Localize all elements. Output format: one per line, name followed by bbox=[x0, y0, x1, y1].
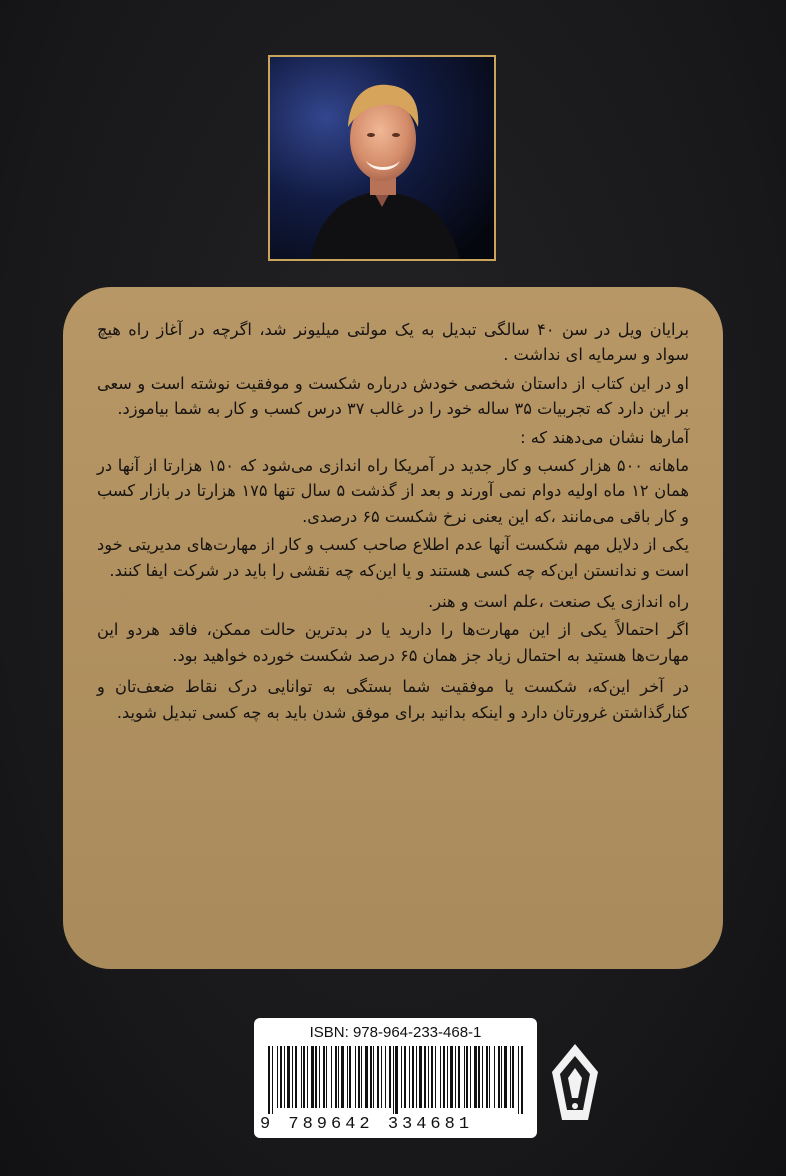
paragraph-science-art: راه اندازی یک صنعت ،علم است و هنر. bbox=[428, 592, 689, 612]
barcode-bars bbox=[268, 1046, 524, 1114]
barcode-digits: 9 789642 334681 bbox=[260, 1115, 474, 1134]
description-panel bbox=[63, 287, 723, 969]
publisher-logo-icon bbox=[548, 1042, 602, 1122]
barcode-label bbox=[254, 1018, 537, 1138]
paragraph-conclusion: در آخر این‌که، شکست یا موفقیت شما بستگی به توانایی درک نقاط ضعف‌تان و کنارگذاشتن غرورتان دارد و اینکه بدانید برای موفق شدن باید به چه کسی تبدیل شوید. bbox=[97, 677, 689, 722]
isbn-text: ISBN: 978-964-233-468-1 bbox=[309, 1024, 482, 1041]
paragraph-book: او در این کتاب از داستان شخصی خودش درباره شکست و موفقیت نوشته است و سعی بر این دارد که تجربیات ۳۵ ساله خود را در غالب ۳۷ درس کسب و کار به شما بیاموزد. bbox=[97, 373, 689, 419]
author-photo bbox=[268, 55, 496, 261]
paragraph-intro: برایان ویل در سن ۴۰ سالگی تبدیل به یک مولتی میلیونر شد، اگرچه در آغاز راه هیچ سواد و سرمایه ای نداشت . bbox=[97, 320, 689, 365]
paragraph-stats-intro: آمارها نشان می‌دهند که : bbox=[520, 427, 689, 447]
paragraph-failure-reasons: یکی از دلایل مهم شکست آنها عدم اطلاع صاحب کسب و کار از مهارت‌های مدیریتی خود است و ندانستن این‌که چه کسی هستند و یا این‌که چه نقشی را باید در شرکت ایفا کنند. bbox=[97, 535, 689, 580]
paragraph-stats: ماهانه ۵۰۰ هزار کسب و کار جدید در آمریکا راه اندازی می‌شود که ۱۵۰ هزارتا از آنها در همان ۱۲ ماه اولیه دوام نمی آورند و بعد از گذشت ۵ سال تنها ۱۷۵ هزارتا در بازار کسب و کار باقی می‌مانند ،که این یعنی نرخ شکست ۶۵ درصدی. bbox=[97, 456, 689, 526]
author-portrait-illustration bbox=[270, 57, 494, 259]
paragraph-skills: اگر احتمالاً یکی از این مهارت‌ها را دارید یا در بدترین حالت ممکن، فاقد هردو این مهارت‌ها هستید به احتمال زیاد جز همان ۶۵ درصد شکست خورده خواهید بود. bbox=[97, 620, 689, 665]
